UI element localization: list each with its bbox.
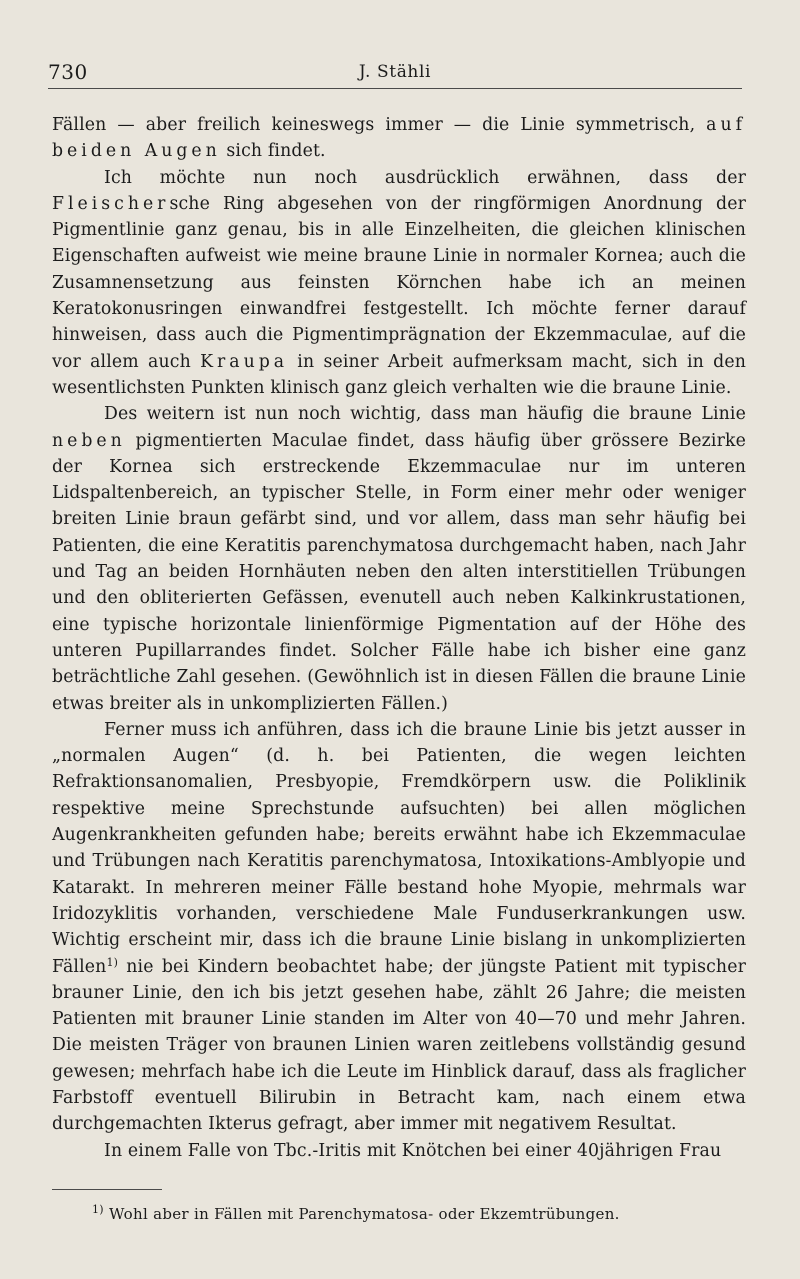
paragraph-1 [52,112,746,165]
body-text [52,112,746,1164]
footnote-text: Wohl aber in Fällen mit Parenchymatosa- oder Ekzemtrübungen. [103,1205,620,1223]
text-run: nie bei Kindern beobachtet habe; der jüngste Patient mit typischer brauner Linie, den ich bis jetzt gesehen habe, zählt 26 Jahre; die meisten Patienten mit brauner Linie standen im Alter von 40—70 und mehr Jahren. Die meisten Träger von braunen Linien waren zeitlebens vollständig gesund gewesen; mehrfach habe ich die Leute im Hinblick darauf, dass als fraglicher Farbstoff eventuell Bilirubin in Betracht kam, nach einem etwa durchgemachten Ikterus gefragt, aber immer mit negativem Resultat. [52,956,746,1135]
spaced-emphasis: Kraupa [200,351,289,372]
text-run: Des weitern ist nun noch wichtig, dass man häufig die braune Linie [104,404,746,425]
spaced-emphasis: neben [52,430,126,451]
text-run: Fällen — aber freilich keineswegs immer — die Linie symmetrisch, [52,115,707,135]
text-run: sich findet. [220,141,326,162]
page-number: 730 [48,60,88,84]
text-run: Ferner muss ich anführen, dass ich die braune Linie bis jetzt ausser in „normalen Augen“ (d. h. bei Patienten, die wegen leichten Refraktionsanomalien, Presbyopie, Fremdkörpern usw. die Poliklinik respektive meine Sprechstunde aufsuchten) bei allen möglichen Augenkrankheiten gefunden habe; bereits erwähnt habe ich Ekzemmaculae und Trübungen nach Keratitis parenchymatosa, Intoxikations-Amblyopie und Katarakt. In mehreren meiner Fälle bestand hohe Myopie, mehrmals war Iridozyklitis vorhanden, verschiedene Male Funduserkrankungen usw. Wichtig erscheint mir, dass ich die braune Linie bislang in unkomplizierten Fällen [52,719,746,977]
text-run: pigmentierten Maculae findet, dass häufig über grössere Bezirke der Kornea sich erstreckende Ekzemmaculae nur im unteren Lidspaltenbereich, an typischer Stelle, in Form einer mehr oder weniger breiten Linie braun gefärbt sind, und vor allem, dass man sehr häufig bei Patienten, die eine Keratitis parenchymatosa durchgemacht haben, nach Jahr und Tag an beiden Hornhäuten neben den alten interstitiellen Trübungen und den obliterierten Gefässen, evenutell auch neben Kalkinkrustationen, eine typische horizontale linienförmige Pigmentation auf der Höhe des unteren Pupillarrandes findet. Solcher Fälle habe ich bisher eine ganz beträchtliche Zahl gesehen. (Gewöhnlich ist in diesen Fällen die braune Linie etwas breiter als in unkomplizierten Fällen.) [52,430,746,714]
page-header [48,60,742,86]
paragraph-2 [52,165,746,402]
text-run: in seiner Arbeit aufmerksam macht, sich in den wesentlichsten Punkten klinisch ganz gleich verhalten wie die braune Linie. [52,351,747,398]
text-run: Ich möchte nun noch ausdrücklich erwähnen, dass der [104,167,746,188]
text-run: In einem Falle von Tbc.-Iritis mit Knötchen bei einer 40jährigen Frau [104,1140,722,1161]
running-head: J. Stähli [358,62,432,82]
paragraph-4 [52,717,746,1138]
footnote-reference: 1) [106,955,119,969]
paragraph-5 [52,1138,746,1164]
paragraph-3 [52,401,746,717]
footnote-rule [52,1189,162,1190]
footnote-marker: 1) [92,1203,104,1216]
spaced-emphasis: Fleischer [52,193,170,214]
header-rule [48,88,742,89]
spaced-emphasis: auf beiden Augen [52,115,746,162]
footnote [92,1203,742,1225]
text-run: sche Ring abgesehen von der ringförmigen Anordnung der Pigmentlinie ganz genau, bis in alle Einzelheiten, die gleichen klinischen Eigenschaften aufweist wie meine braune Linie in normaler Kornea; auch die Zusamnensetzung aus feinsten Körnchen habe ich an meinen Keratokonusringen einwandfrei festgestellt. Ich möchte ferner darauf hinweisen, dass auch die Pigmentimprägnation der Ekzemmaculae, auf die vor allem auch [52,193,746,372]
